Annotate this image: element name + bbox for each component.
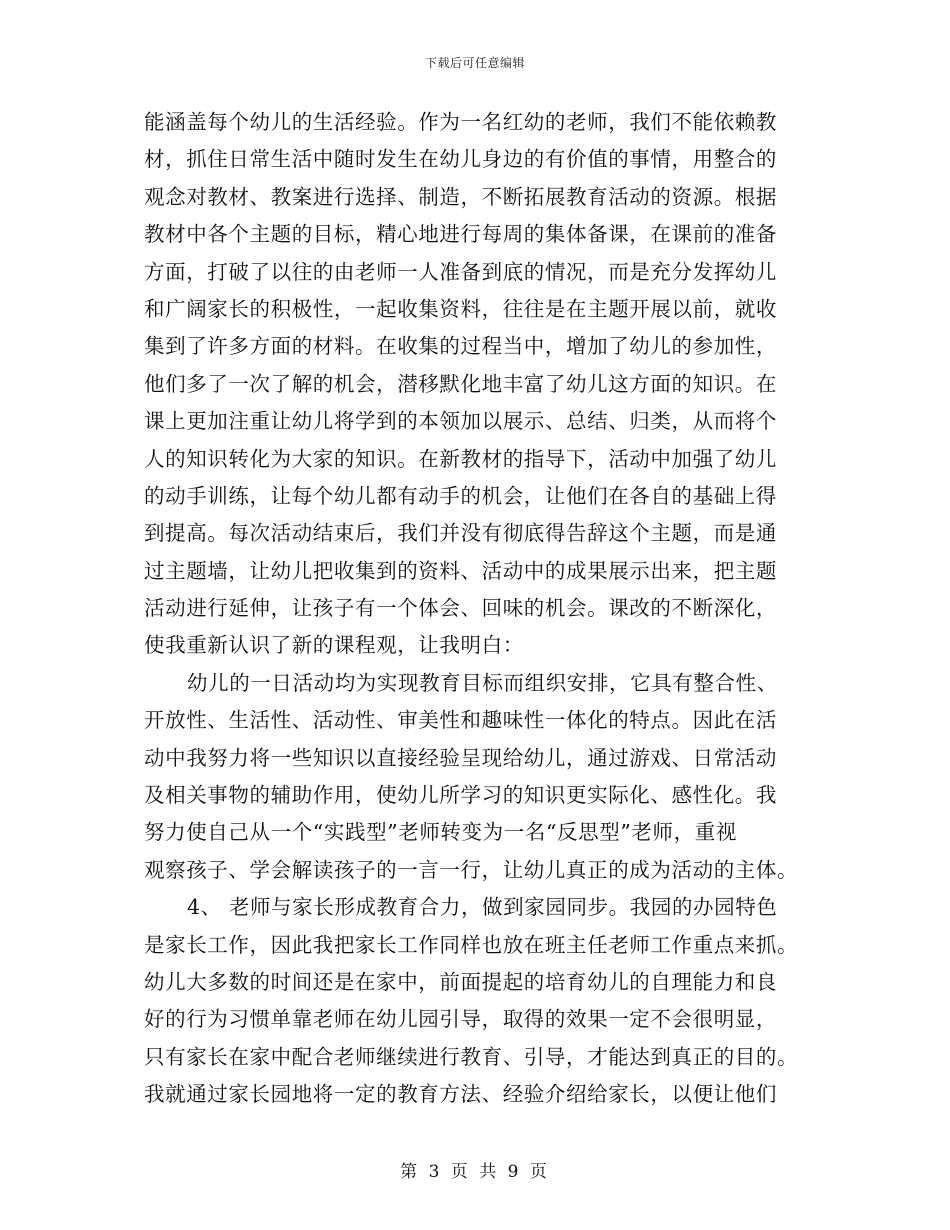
text-line: 动中我努力将一些知识以直接经验呈现给幼儿，通过游戏、日常活动 xyxy=(144,745,777,770)
text-line: 观察孩子、学会解读孩子的一言一行，让幼儿真正的成为活动的主体。 xyxy=(144,857,799,882)
text-line: 和广阔家长的积极性，一起收集资料，往往是在主题开展以前，就收 xyxy=(144,296,777,321)
text-line: 方面，打破了以往的由老师一人准备到底的情况，而是充分发挥幼儿 xyxy=(144,259,777,284)
paragraph-start-line: 幼儿的一日活动均为实现教育目标而组织安排，它具有整合性、 xyxy=(187,670,778,695)
page-header: 下载后可任意编辑 xyxy=(424,56,525,70)
text-line: 课上更加注重让幼儿将学到的本领加以展示、总结、归类，从而将个 xyxy=(144,409,777,434)
text-line: 幼儿大多数的时间还是在家中，前面提起的培育幼儿的自理能力和良 xyxy=(144,969,777,994)
paragraph-start-line: 4、 老师与家长形成教育合力，做到家园同步。我园的办园特色 xyxy=(187,895,778,920)
text-line: 好的行为习惯单靠老师在幼儿园引导，取得的效果一定不会很明显， xyxy=(144,1007,777,1032)
text-line: 他们多了一次了解的机会，潜移默化地丰富了幼儿这方面的知识。在 xyxy=(144,371,777,396)
text-line: 的动手训练，让每个幼儿都有动手的机会，让他们在各自的基础上得 xyxy=(144,483,777,508)
text-line: 观念对教材、教案进行选择、制造，不断拓展教育活动的资源。根据 xyxy=(144,184,777,209)
text-line: 努力使自己从一个“实践型”老师转变为一名“反思型”老师，重视 xyxy=(144,820,737,845)
page-number: 第 3 页 共 9 页 xyxy=(400,1162,550,1182)
text-line: 我就通过家长园地将一定的教育方法、经验介绍给家长，以便让他们 xyxy=(144,1082,777,1107)
text-line: 是家长工作，因此我把家长工作同样也放在班主任老师工作重点来抓。 xyxy=(144,932,799,957)
text-line: 教材中各个主题的目标，精心地进行每周的集体备课，在课前的准备 xyxy=(144,222,777,247)
text-line: 到提高。每次活动结束后，我们并没有彻底得告辞这个主题，而是通 xyxy=(144,521,777,546)
text-line: 只有家长在家中配合老师继续进行教育、引导，才能达到真正的目的。 xyxy=(144,1044,799,1069)
text-line: 及相关事物的辅助作用，使幼儿所学习的知识更实际化、感性化。我 xyxy=(144,783,777,808)
text-line: 使我重新认识了新的课程观，让我明白： xyxy=(144,633,524,658)
text-line: 开放性、生活性、活动性、审美性和趣味性一体化的特点。因此在活 xyxy=(144,708,777,733)
text-line: 集到了许多方面的材料。在收集的过程当中，增加了幼儿的参加性， xyxy=(144,334,777,359)
text-line: 能涵盖每个幼儿的生活经验。作为一名红幼的老师，我们不能依赖教 xyxy=(144,110,777,134)
text-line: 过主题墙，让幼儿把收集到的资料、活动中的成果展示出来，把主题 xyxy=(144,558,777,583)
text-line: 人的知识转化为大家的知识。在新教材的指导下，活动中加强了幼儿 xyxy=(144,446,777,471)
body-text xyxy=(144,104,804,1114)
text-line: 活动进行延伸，让孩子有一个体会、回味的机会。课改的不断深化， xyxy=(144,596,777,621)
text-line: 材，抓住日常生活中随时发生在幼儿身边的有价值的事情，用整合的 xyxy=(144,147,777,172)
